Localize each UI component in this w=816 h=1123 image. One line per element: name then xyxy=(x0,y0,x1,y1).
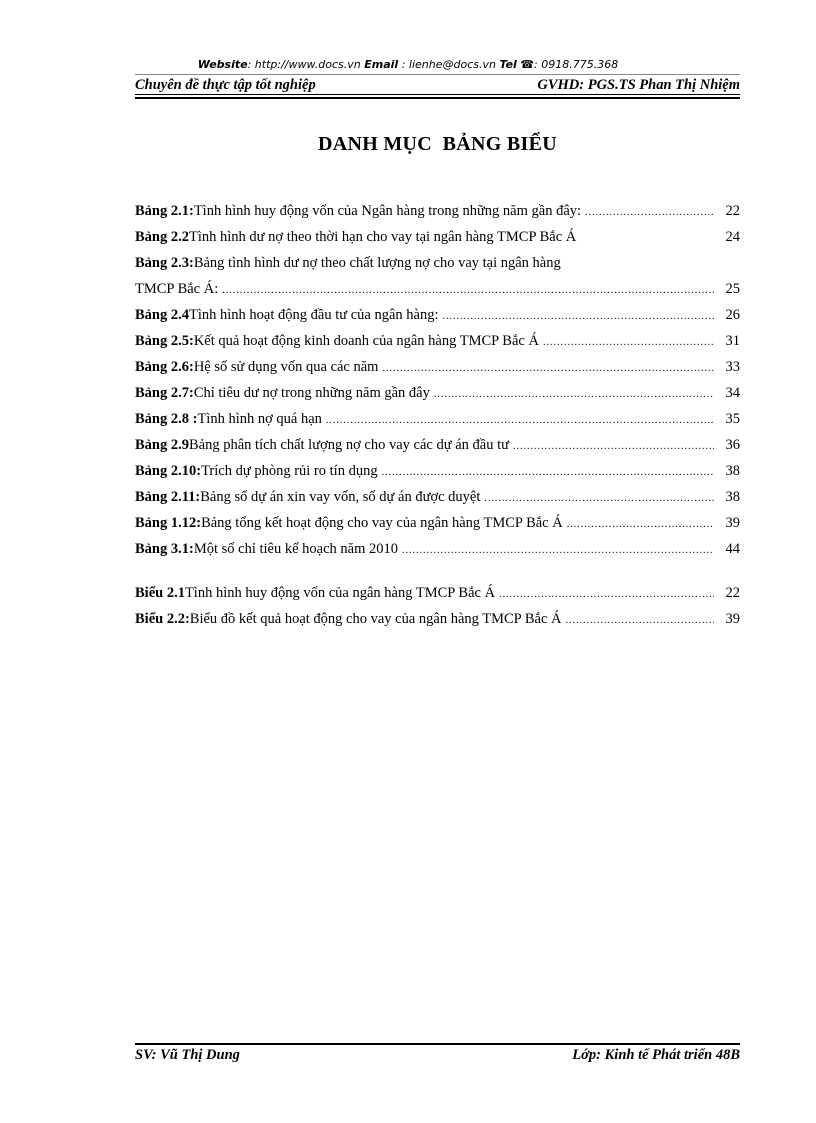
tel-value: : 0918.775.368 xyxy=(534,58,619,71)
entry-title: Tình hình huy động vốn của Ngân hàng trong những năm gần đây: xyxy=(193,203,582,219)
entry-label: Bảng 2.7: xyxy=(135,385,194,401)
entry-title: Biểu đồ kết quả hoạt động cho vay của ngân hàng TMCP Bắc Á xyxy=(189,611,562,627)
entry-title: Tình hình dư nợ theo thời hạn cho vay tại ngân hàng TMCP Bắc Á xyxy=(189,229,577,245)
header-left: Chuyên đề thực tập tốt nghiệp xyxy=(135,77,316,93)
entry-label: Bảng 2.11: xyxy=(135,489,201,505)
dot-leader xyxy=(382,467,714,478)
dot-leader xyxy=(382,363,714,374)
table-entry[interactable] xyxy=(135,307,740,333)
table-entry[interactable] xyxy=(135,463,740,489)
entry-page-number: 22 xyxy=(725,203,740,219)
table-entry[interactable] xyxy=(135,385,740,411)
tel-label: Tel xyxy=(499,58,517,71)
table-entry[interactable] xyxy=(135,411,740,437)
entry-title: Tình hình huy động vốn của ngân hàng TMCP Bắc Á xyxy=(184,585,496,601)
entry-page-number: 39 xyxy=(725,611,740,627)
entry-page-number: 34 xyxy=(725,385,740,401)
header-rule-thick xyxy=(135,97,740,99)
figure-entry[interactable] xyxy=(135,611,740,637)
email-value[interactable]: : lienhe@docs.vn xyxy=(398,58,500,71)
dot-leader xyxy=(326,415,714,426)
entry-title: Bảng tình hình dư nợ theo chất lượng nợ cho vay tại ngân hàng xyxy=(193,255,561,271)
entry-page-number: 33 xyxy=(725,359,740,375)
dot-leader xyxy=(222,285,714,296)
entry-label: Bảng 2.6: xyxy=(135,359,194,375)
entry-page-number: 26 xyxy=(725,307,740,323)
entry-label: Biểu 2.2: xyxy=(135,611,190,627)
footer-student: SV: Vũ Thị Dung xyxy=(135,1047,240,1063)
entry-page-number: 24 xyxy=(725,229,740,245)
table-entry[interactable] xyxy=(135,333,740,359)
entry-page-number: 36 xyxy=(725,437,740,453)
email-label: Email xyxy=(364,58,399,71)
entry-page-number: 31 xyxy=(725,333,740,349)
entry-title: Kết quả hoạt động kinh doanh của ngân hàng TMCP Bắc Á xyxy=(193,333,539,349)
entry-page-number: 22 xyxy=(725,585,740,601)
dot-leader xyxy=(442,311,714,322)
dot-leader xyxy=(543,337,714,348)
entry-page-number: 38 xyxy=(725,489,740,505)
footer-rule xyxy=(135,1043,740,1045)
website-line xyxy=(0,58,816,71)
table-of-tables xyxy=(135,203,740,637)
running-header xyxy=(135,74,740,95)
table-entry[interactable] xyxy=(135,281,740,307)
entry-title: Bảng phân tích chất lượng nợ cho vay các dự án đầu tư xyxy=(189,437,509,453)
dot-leader xyxy=(484,493,714,504)
entry-label: Biểu 2.1 xyxy=(135,585,185,601)
entry-label: Bảng 2.4 xyxy=(135,307,189,323)
entry-title: TMCP Bắc Á: xyxy=(135,281,219,297)
entry-title: Trích dự phòng rủi ro tín dụng xyxy=(201,463,378,479)
dot-leader xyxy=(434,389,714,400)
phone-icon: ☎ xyxy=(520,58,535,71)
entry-title: Tình hình hoạt động đầu tư của ngân hàng: xyxy=(189,307,439,323)
entry-page-number: 25 xyxy=(725,281,740,297)
dot-leader xyxy=(567,519,714,530)
website-label: Website xyxy=(197,58,248,71)
website-value[interactable]: : http://www.docs.vn xyxy=(247,58,365,71)
dot-leader xyxy=(402,545,714,556)
figure-entry[interactable] xyxy=(135,585,740,611)
entry-page-number: 44 xyxy=(725,541,740,557)
running-footer xyxy=(135,1047,740,1067)
entry-page-number: 39 xyxy=(725,515,740,531)
table-entry[interactable] xyxy=(135,359,740,385)
entry-label: Bảng 2.2 xyxy=(135,229,189,245)
entry-label: Bảng 1.12: xyxy=(135,515,202,531)
dot-leader xyxy=(585,207,714,218)
header-right: GVHD: PGS.TS Phan Thị Nhiệm xyxy=(537,77,740,93)
table-entry[interactable] xyxy=(135,437,740,463)
entry-title: Bảng số dự án xin vay vốn, số dự án được duyệt xyxy=(200,489,481,505)
entry-label: Bảng 2.3: xyxy=(135,255,194,271)
table-entry[interactable] xyxy=(135,255,740,281)
section-gap xyxy=(135,567,740,585)
entry-title: Tình hình nợ quá hạn xyxy=(197,411,322,427)
table-entry[interactable] xyxy=(135,515,740,541)
entry-page-number: 38 xyxy=(725,463,740,479)
entry-title: Hệ số sử dụng vốn qua các năm xyxy=(193,359,379,375)
entry-title: Bảng tổng kết hoạt động cho vay của ngân hàng TMCP Bắc Á xyxy=(201,515,563,531)
entry-label: Bảng 2.1: xyxy=(135,203,194,219)
table-entry[interactable] xyxy=(135,489,740,515)
entry-label: Bảng 3.1: xyxy=(135,541,194,557)
entry-title: Một số chỉ tiêu kế hoạch năm 2010 xyxy=(193,541,398,557)
entry-label: Bảng 2.10: xyxy=(135,463,202,479)
table-entry[interactable] xyxy=(135,541,740,567)
entry-page-number: 35 xyxy=(725,411,740,427)
entry-label: Bảng 2.8 : xyxy=(135,411,198,427)
entry-label: Bảng 2.9 xyxy=(135,437,189,453)
footer-class: Lớp: Kinh tế Phát triển 48B xyxy=(572,1047,740,1063)
page-title: DANH MỤC BẢNG BIỂU xyxy=(317,133,558,155)
dot-leader xyxy=(513,441,714,452)
entry-label: Bảng 2.5: xyxy=(135,333,194,349)
entry-title: Chỉ tiêu dư nợ trong những năm gần đây xyxy=(193,385,430,401)
table-entry[interactable] xyxy=(135,229,740,255)
dot-leader xyxy=(565,615,714,626)
table-entry[interactable] xyxy=(135,203,740,229)
header-rule-thin xyxy=(135,94,740,95)
dot-leader xyxy=(499,589,714,600)
